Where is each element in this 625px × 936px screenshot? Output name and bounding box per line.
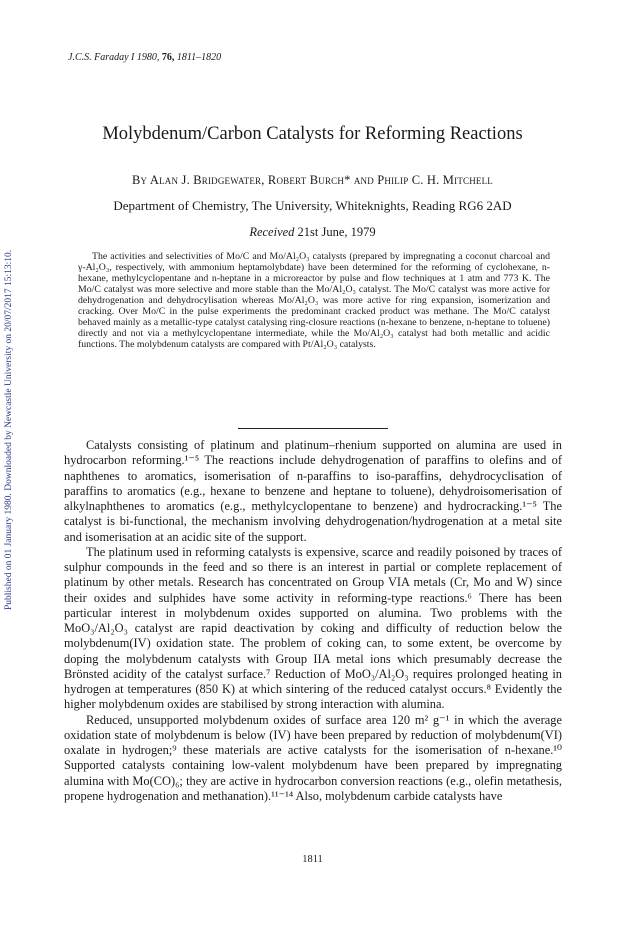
journal-year: 1980,	[136, 52, 160, 63]
body-paragraph: Reduced, unsupported molybdenum oxides of surface area 120 m² g⁻¹ in which the average oxidation state of molybdenum is below (IV) have been prepared by reduction of molybdenum(VI) oxalate in hydrogen;⁹ these materials are active catalysts for the isomerisation of n-hexane.¹⁰ Supported catalysts containing low-valent molybdenum have been prepared by impregnating alumina with Mo(CO)₆; they are active in hydrocarbon conversion reactions (e.g., olefin metathesis, propene hydrogenation and methanation).¹¹⁻¹⁴ Also, molybdenum carbide catalysts have	[64, 712, 562, 803]
journal-pages: 1811–1820	[176, 52, 222, 63]
author-list: By Alan J. Bridgewater, Robert Burch* and Philip C. H. Mitchell	[131, 173, 494, 187]
abstract: The activities and selectivities of Mo/C and Mo/Al₂O₃ catalysts (prepared by impregnating a coconut charcoal and γ-Al₂O₃, respectively, with ammonium heptamolybdate) have been determined for the reforming of cyclohexane, n-hexane, methylcyclopentane and n-heptane in a microreactor by pulse and flow techniques at 1 atm and 773 K. The Mo/C catalyst was more selective and more stable than the Mo/Al₂O₃ catalyst. The Mo/C catalyst was more active for dehydrogenation and dehydrocylisation whereas Mo/Al₂O₃ was more active for ring expansion, isomerization and cracking. Over Mo/C in the pulse experiments the predominant cracked product was methane. The Mo/C catalyst behaved mainly as a metallic-type catalyst catalysing ring-closure reactions (n-hexane to benzene, n-heptane to toluene) directly and not via a methylcyclopentane intermediate, while the Mo/Al₂O₃ catalyst had both metallic and acidic functions. The molybdenum catalysts are compared with Pt/Al₂O₃ catalysts.	[78, 251, 550, 350]
journal-volume: 76,	[161, 52, 175, 63]
journal-name: J.C.S. Faraday I	[68, 52, 135, 63]
download-watermark-text: Published on 01 January 1980. Downloaded by Newcastle University on 20/07/2017 15:13:10.	[4, 249, 14, 610]
body-text	[64, 438, 562, 804]
received-date-value: 21st June, 1979	[297, 225, 376, 239]
page-number: 1811	[302, 854, 323, 865]
article-title: Molybdenum/Carbon Catalysts for Reforming Reactions	[102, 124, 523, 144]
body-paragraph: The platinum used in reforming catalysts is expensive, scarce and readily poisoned by traces of sulphur compounds in the feed and so there is an interest in partial or complete replacement of platinum by other metals. Research has concentrated on Group VIA metals (Cr, Mo and W) since their oxides and sulphides have some activity in reforming-type reactions.⁶ There has been particular interest in molybdenum oxides supported on alumina. Two problems with the MoO₃/Al₂O₃ catalyst are rapid deactivation by coking and difficulty of reduction below the molybdenum(IV) oxidation state. The problem of coking can, to some extent, be overcome by doping the molybdenum catalysts with Group IIA metal ions which presumably decrease the Brönsted acidity of the catalyst surface.⁷ Reduction of MoO₃/Al₂O₃ requires prolonged heating in hydrogen at temperatures (850 K) at which sintering of the reduced catalyst occurs.⁸ Evidently the higher molybdenum oxides are stabilised by strong interaction with alumina.	[64, 544, 562, 712]
section-divider	[238, 428, 388, 429]
affiliation: Department of Chemistry, The University, Whiteknights, Reading RG6 2AD	[113, 198, 512, 213]
received-date	[0, 225, 625, 240]
body-paragraph: Catalysts consisting of platinum and platinum–rhenium supported on alumina are used in hydrocarbon reforming.¹⁻⁵ The reactions include dehydrogenation of paraffins to olefins and of naphthenes to aromatics, isomerisation of n-paraffins to iso-paraffins, dehydrocyclisation of paraffins to aromatics (e.g., hexane to benzene and heptane to toluene), dehydroisomerisation of alkylnaphthenes to aromatics (e.g., methylcyclopentane to benzene) and hydrocracking.¹⁻⁵ The catalyst is bi-functional, the mechanism involving dehydrogenation/hydrogenation at a metal site and isomerisation at an acidic site of the support.	[64, 438, 562, 544]
received-label: Received	[249, 225, 295, 239]
journal-reference	[68, 52, 221, 63]
